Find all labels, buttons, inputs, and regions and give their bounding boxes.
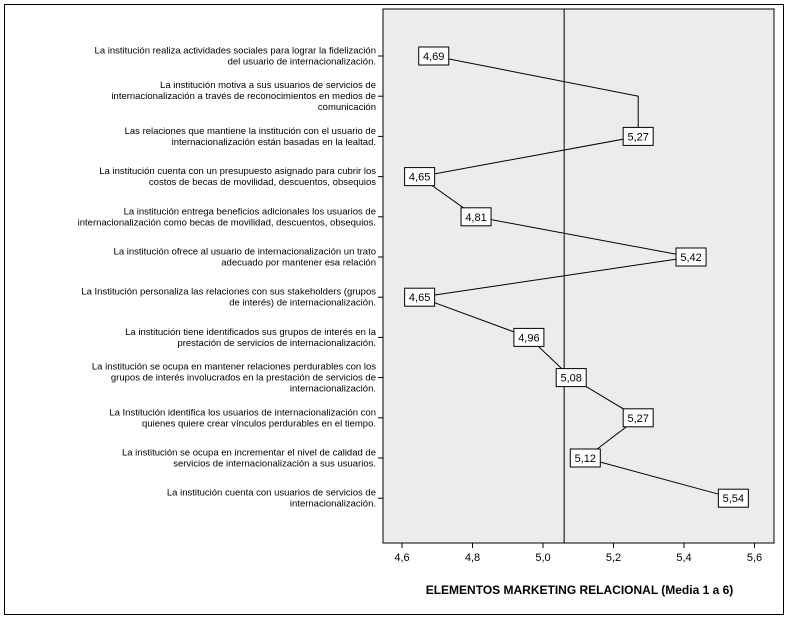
x-tick-label: 4,8 — [464, 552, 481, 564]
data-label — [556, 369, 586, 387]
y-tick-marks — [378, 56, 383, 498]
category-labels — [78, 46, 377, 510]
data-label-value: 4,65 — [408, 171, 431, 184]
category-label: La institución realiza actividades sociales para lograr la fidelización — [94, 45, 376, 57]
data-label-value: 5,54 — [722, 493, 745, 506]
x-axis-title: ELEMENTOS MARKETING RELACIONAL (Media 1 a 6) — [425, 583, 734, 597]
x-tick-label: 4,6 — [394, 552, 410, 564]
data-label-value: 4,65 — [408, 292, 431, 305]
category-label: La institución entrega beneficios adicionales los usuarios de — [123, 206, 376, 218]
category-label: quienes quiere crear vínculos perdurables en el tiempo. — [142, 418, 376, 430]
category-label: Las relaciones que mantiene la institución con el usuario de — [124, 125, 376, 137]
category-label: La institución se ocupa en incrementar el nivel de calidad de — [121, 447, 376, 459]
data-label-value: 5,27 — [627, 131, 649, 144]
category-label: internacionalización están basadas en la lealtad. — [171, 136, 376, 148]
data-label-value: 5,27 — [627, 412, 649, 425]
category-label: comunicación — [317, 102, 376, 114]
x-tick-label: 5,0 — [535, 552, 551, 564]
x-axis — [394, 543, 762, 564]
category-label: costos de becas de movilidad, descuentos, obsequios — [148, 177, 376, 189]
category-label: La institución cuenta con un presupuesto asignado para cubrir los — [99, 166, 376, 178]
category-label: internacionalización. — [289, 383, 376, 395]
data-label-value: 5,08 — [560, 372, 582, 385]
data-label — [514, 328, 544, 346]
data-label-value: 5,42 — [680, 252, 702, 264]
data-label — [718, 489, 748, 507]
data-label — [623, 127, 653, 145]
data-label — [405, 168, 435, 186]
data-label-value: 4,69 — [423, 51, 445, 63]
x-tick-label: 5,6 — [746, 552, 763, 564]
data-label-value: 4,96 — [518, 332, 540, 345]
x-tick-label: 5,2 — [605, 552, 622, 564]
category-label: del usuario de internacionalización. — [227, 56, 376, 68]
category-label: grupos de interés involucrados en la prestación de servicios de — [110, 372, 376, 384]
category-label: servicios de internacionalización a sus usuarios. — [173, 458, 376, 470]
data-label-value: 4,81 — [465, 211, 487, 224]
category-label: La institución ofrece al usuario de internacionalización un trato — [113, 246, 376, 258]
data-label — [405, 288, 435, 306]
category-label: de interés) de internacionalización. — [229, 297, 376, 309]
category-label: La Institución identifica los usuarios de internacionalización con — [109, 407, 376, 419]
category-label: prestación de servicios de internacionalización. — [177, 337, 376, 349]
data-label — [676, 248, 706, 266]
category-label: La Institución personaliza las relaciones con sus stakeholders (grupos — [81, 286, 376, 298]
category-label: La institución tiene identificados sus grupos de interés en la — [125, 326, 376, 338]
category-label: internacionalización como becas de movilidad, descuentos, obsequios. — [77, 217, 376, 229]
category-label: La institución motiva a sus usuarios de servicios de — [160, 80, 376, 92]
data-label — [623, 409, 653, 427]
data-label-value: 5,12 — [574, 453, 597, 465]
category-label: La institución se ocupa en mantener relaciones perdurables con los — [91, 361, 376, 373]
data-label — [570, 449, 600, 467]
category-label: adecuado por mantener esa relación — [221, 257, 376, 269]
x-tick-label: 5,4 — [676, 552, 692, 564]
category-label: internacionalización a través de reconocimientos en medios de — [111, 91, 376, 103]
data-label — [461, 208, 491, 226]
category-label: internacionalización. — [289, 498, 376, 510]
data-label — [419, 47, 449, 65]
category-label: La institución cuenta con usuarios de servicios de — [166, 487, 376, 499]
